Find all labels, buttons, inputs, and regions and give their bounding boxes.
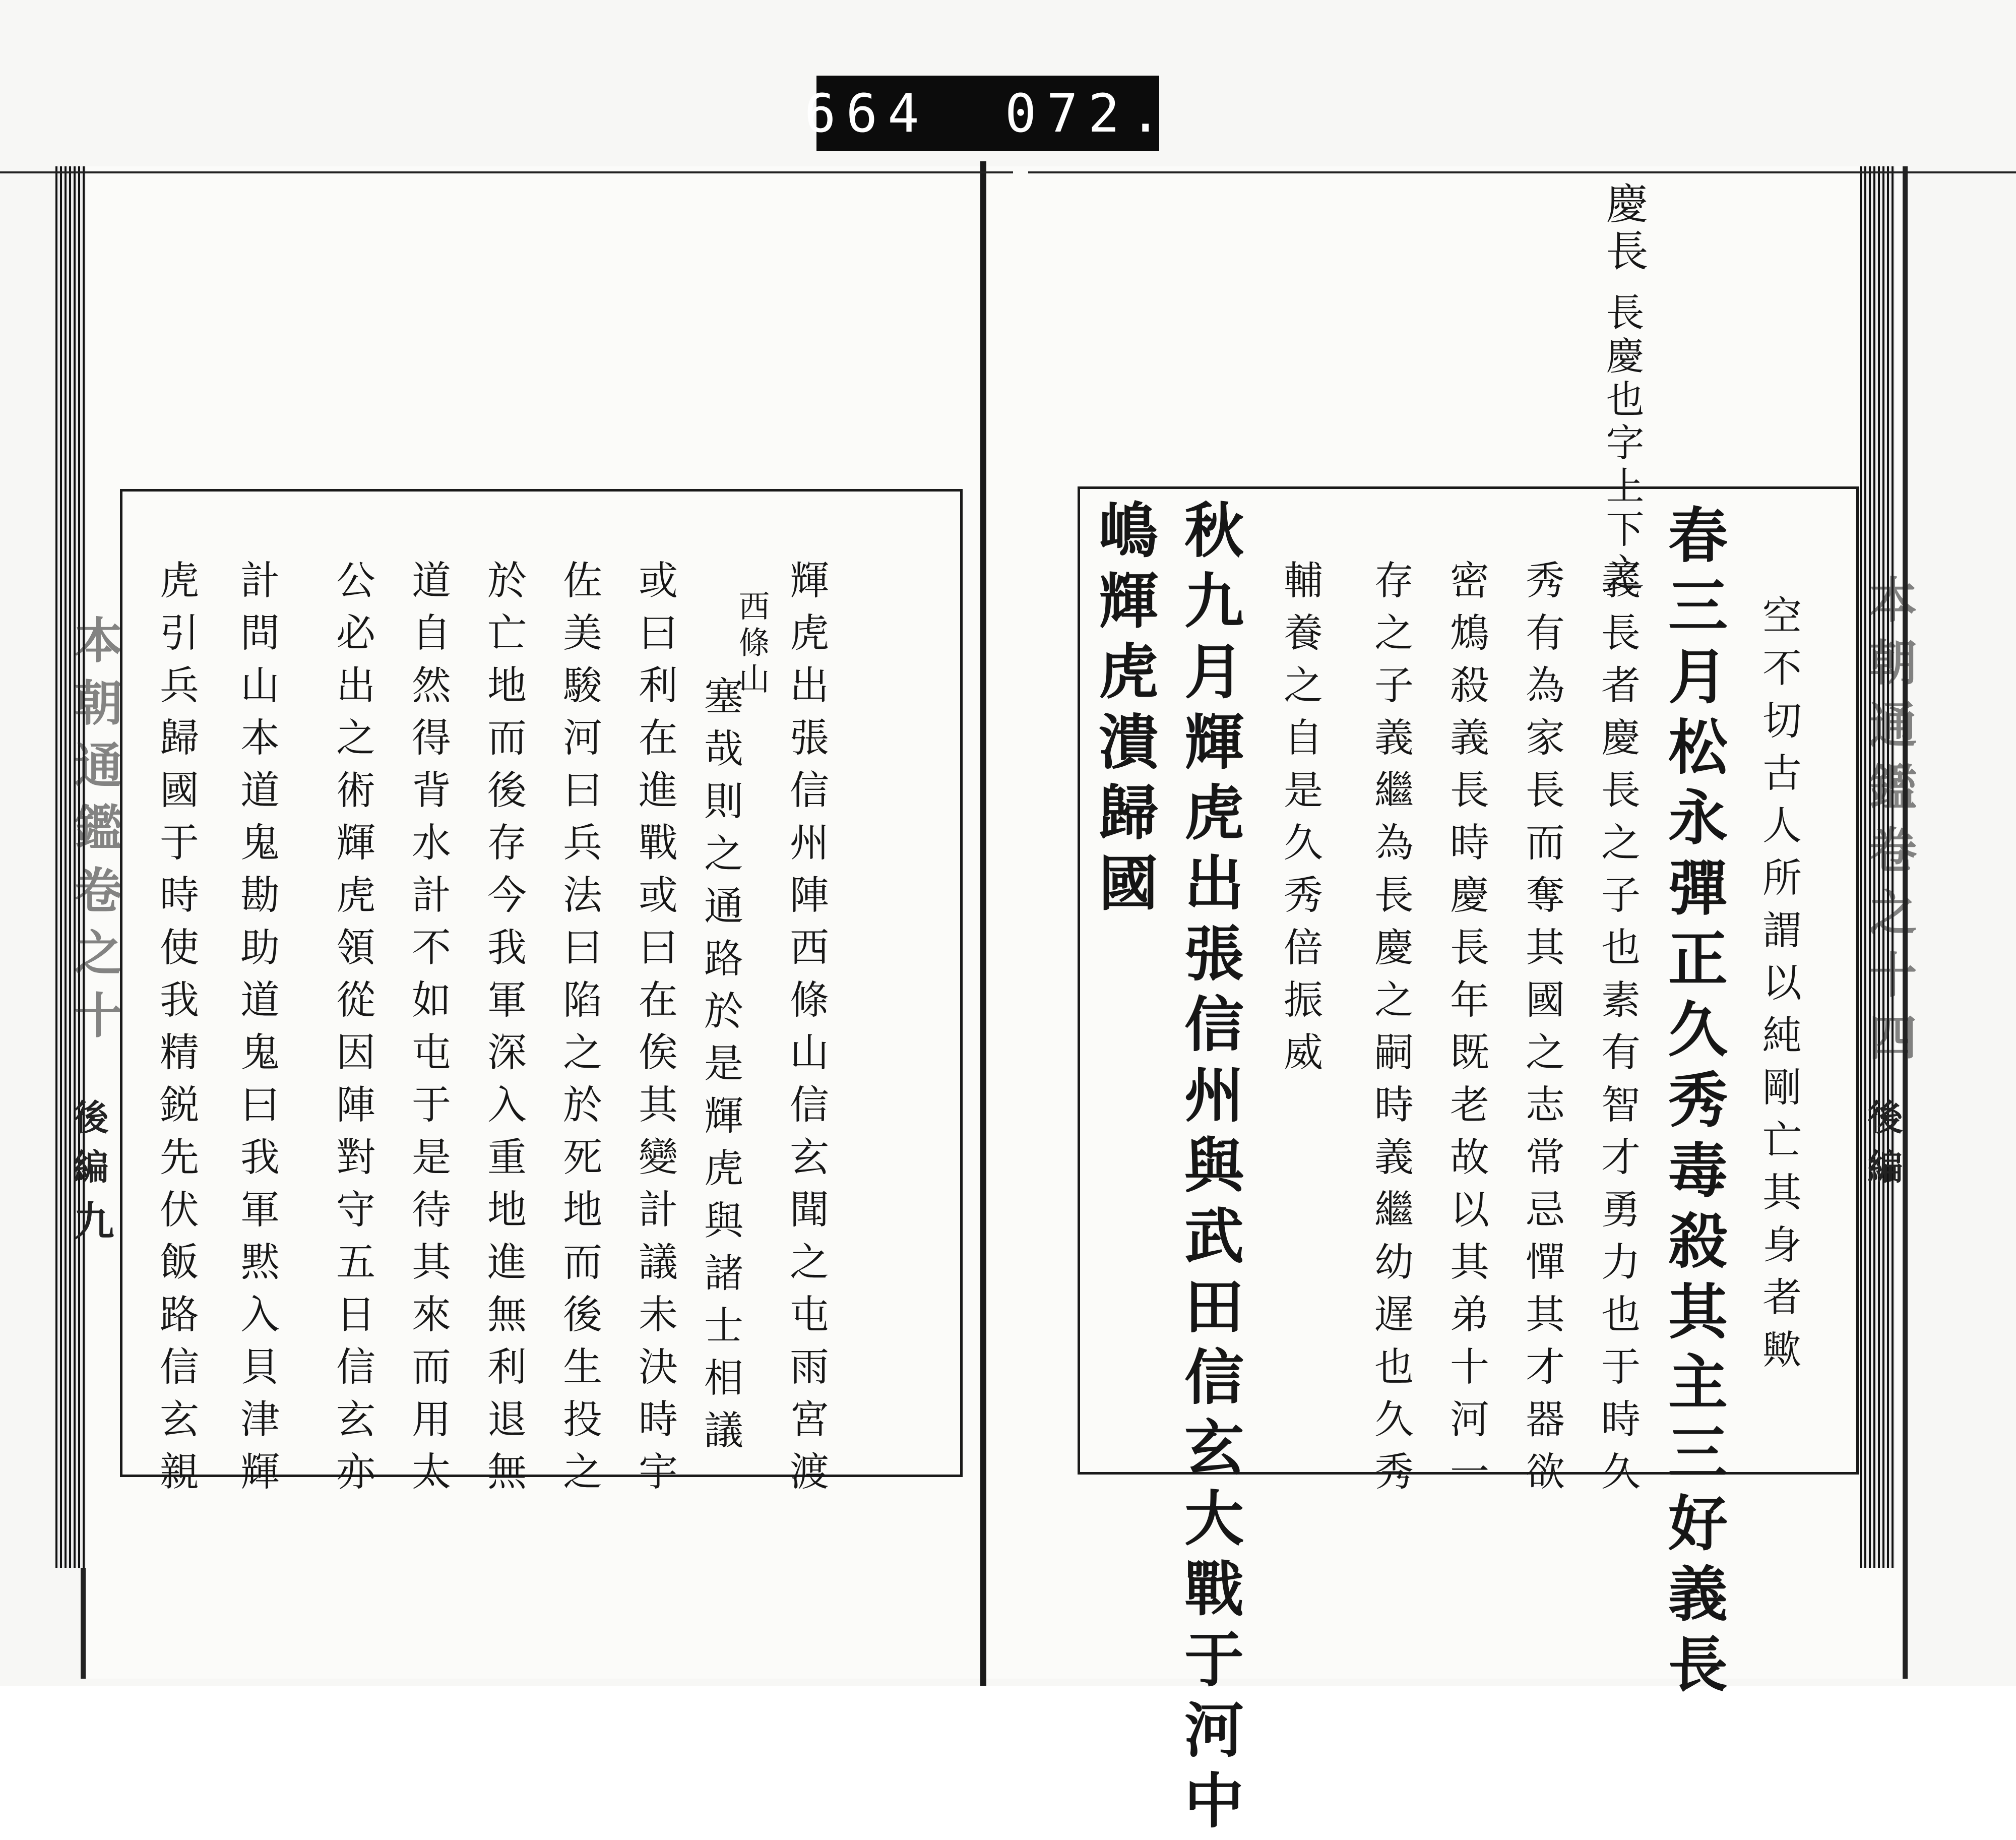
left-margin-title: 本朝通鑑卷之十	[67, 615, 123, 1053]
left-column-1: 輝虎出張信州陣西條山信玄聞之屯雨宮渡	[783, 560, 829, 1503]
right-column-1: 空不切古人所謂以純剛亡其身者歟	[1756, 595, 1801, 1381]
left-column-5: 道自然得背水計不如屯于是待其來而用太	[405, 560, 451, 1503]
scan-id-left: 664	[804, 83, 929, 144]
left-column-8: 虎引兵歸國于時使我精鋭先伏飯路信玄親	[153, 560, 199, 1503]
left-column-6: 公必出之術輝虎領從因陣對守五日信玄亦	[330, 560, 375, 1503]
book-spine	[980, 161, 986, 1686]
headnote-term: 慶長	[1599, 181, 1649, 276]
right-margin-section: 後編	[1862, 1099, 1904, 1198]
left-note-column: 塞哉則之通路於是輝虎與諸士相議	[698, 676, 743, 1462]
right-column-4: 密鴆殺義長時慶長年既老故以其弟十河一	[1443, 560, 1489, 1503]
right-main-entry-2: 秋九月輝虎出張信州與武田信玄大戰于河中	[1174, 499, 1244, 1840]
right-column-6: 輔養之自是久秀倍振威	[1277, 560, 1322, 1084]
right-column-3: 秀有為家長而奪其國之志常忌憚其才器欲	[1519, 560, 1564, 1503]
left-top-rule	[0, 171, 1013, 173]
right-main-entry-3: 嶋輝虎潰歸國	[1089, 499, 1159, 923]
right-column-5: 存之子義繼為長慶之嗣時義繼幼遅也久秀	[1368, 560, 1413, 1503]
left-margin-page: 九	[67, 1200, 114, 1254]
left-note-place: 西條山	[733, 590, 770, 699]
left-column-2: 或曰利在進戰或曰在俟其變計議未決時宇	[632, 560, 677, 1503]
left-column-4: 於亡地而後存今我軍深入重地進無利退無	[481, 560, 526, 1503]
right-margin-title: 本朝通鑑卷之十四	[1861, 575, 1918, 1075]
headnote-text: 長慶也字上下之	[1600, 292, 1645, 596]
right-column-2: 義長者慶長之子也素有智才勇力也于時久	[1595, 560, 1640, 1503]
right-main-entry-1: 春三月松永彈正久秀毒殺其主三好義長	[1658, 504, 1728, 1704]
left-column-7: 計問山本道鬼勘助道鬼曰我軍黙入貝津輝	[234, 560, 279, 1503]
scan-id-right: 072.	[1004, 83, 1172, 144]
right-top-rule	[1028, 171, 2016, 173]
scan-id-label	[804, 76, 1172, 151]
left-margin-section: 後編	[68, 1099, 109, 1198]
left-column-3: 佐美駿河曰兵法曰陷之於死地而後生投之	[556, 560, 602, 1503]
